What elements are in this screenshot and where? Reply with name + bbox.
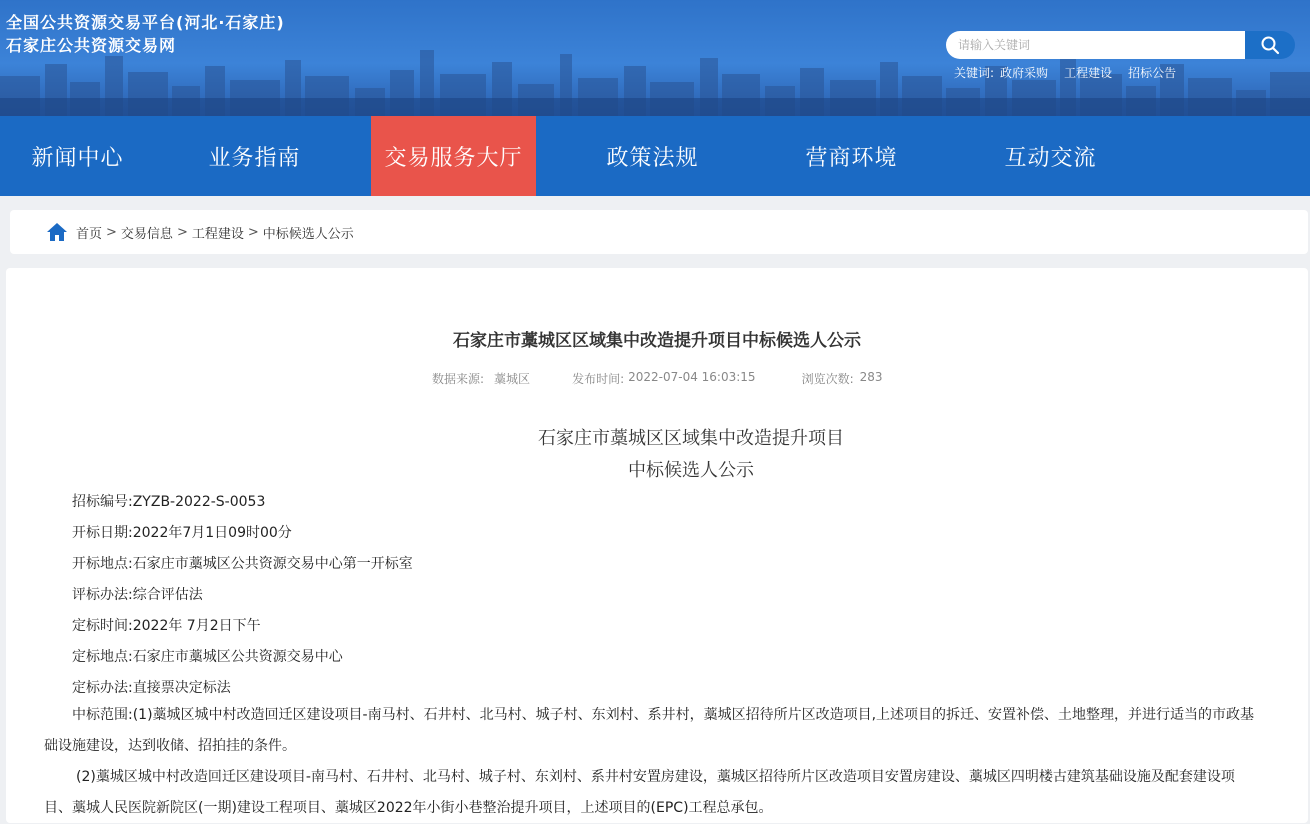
views-value: 283 [859, 370, 883, 384]
search-icon [1260, 35, 1280, 55]
site-title-line1: 全国公共资源交易平台(河北·石家庄) [6, 13, 285, 32]
field-award-time: 定标时间:2022年 7月2日下午 [72, 618, 261, 634]
nav-item-business-env[interactable]: 营商环境 [805, 145, 898, 171]
source-label: 数据来源: [432, 372, 485, 386]
nav-item-trading-hall[interactable]: 交易服务大厅 [371, 116, 536, 196]
keywords-label: 关键词: [954, 66, 995, 80]
breadcrumb-separator: > [247, 224, 259, 240]
breadcrumb-trading-info[interactable]: 交易信息 [120, 226, 173, 242]
main-nav [0, 116, 1310, 196]
field-evaluation-method: 评标办法:综合评估法 [72, 587, 203, 603]
published-value: 2022-07-04 16:03:15 [628, 370, 756, 384]
home-icon [46, 222, 68, 242]
breadcrumb-separator: > [176, 224, 188, 240]
source-value: 藁城区 [494, 372, 531, 386]
scope-paragraph-2: (2)藁城区城中村改造回迁区建设项目-南马村、石井村、北马村、城子村、东刘村、系井村安置房建设，藁城区招待所片区改造项目安置房建设、藁城区四明楼古建筑基础设施及配套建设项目、藁城人民医院新院区(一期)建设工程项目、藁城区2022年小街小巷整治提升项目，上述项目的(EPC)工程总承包。 [44, 769, 1235, 816]
search-button[interactable] [1245, 31, 1295, 59]
field-opening-place: 开标地点:石家庄市藁城区公共资源交易中心第一开标室 [72, 556, 413, 572]
body-title-line1: 石家庄市藁城区区域集中改造提升项目 [538, 428, 844, 449]
keyword-link-tender-notice[interactable]: 招标公告 [1128, 66, 1177, 80]
breadcrumb [10, 210, 1308, 254]
body-title-line2: 中标候选人公示 [628, 460, 754, 481]
nav-item-news[interactable]: 新闻中心 [31, 145, 124, 171]
header-banner [0, 0, 1310, 116]
field-award-place: 定标地点:石家庄市藁城区公共资源交易中心 [72, 649, 343, 665]
field-award-method: 定标办法:直接票决定标法 [72, 680, 231, 696]
search-input[interactable] [946, 31, 1246, 59]
site-title-line2: 石家庄公共资源交易网 [6, 36, 177, 55]
nav-item-guide[interactable]: 业务指南 [208, 145, 301, 171]
field-opening-date: 开标日期:2022年7月1日09时00分 [72, 525, 292, 541]
breadcrumb-current: 中标候选人公示 [262, 226, 354, 242]
nav-item-interaction[interactable]: 互动交流 [1004, 145, 1097, 171]
field-tender-number: 招标编号:ZYZB-2022-S-0053 [72, 494, 266, 510]
breadcrumb-separator: > [106, 224, 117, 240]
scope-paragraph-1: 中标范围:(1)藁城区城中村改造回迁区建设项目-南马村、石井村、北马村、城子村、东刘村、系井村，藁城区招待所片区改造项目,上述项目的拆迁、安置补偿、土地整理，并进行适当的市政基础设施建设，达到收储、招拍挂的条件。 [44, 707, 1255, 754]
keyword-links [954, 64, 1176, 81]
keyword-link-procurement[interactable]: 政府采购 [1000, 66, 1049, 80]
keyword-link-construction[interactable]: 工程建设 [1064, 66, 1113, 80]
breadcrumb-home[interactable]: 首页 [76, 226, 103, 242]
article-panel [6, 268, 1308, 823]
published-label: 发布时间: [572, 372, 625, 386]
views-label: 浏览次数: [801, 372, 854, 386]
nav-item-policy[interactable]: 政策法规 [606, 145, 699, 171]
breadcrumb-construction[interactable]: 工程建设 [191, 226, 244, 242]
article-meta [432, 370, 883, 387]
article-title: 石家庄市藁城区区域集中改造提升项目中标候选人公示 [453, 331, 861, 351]
